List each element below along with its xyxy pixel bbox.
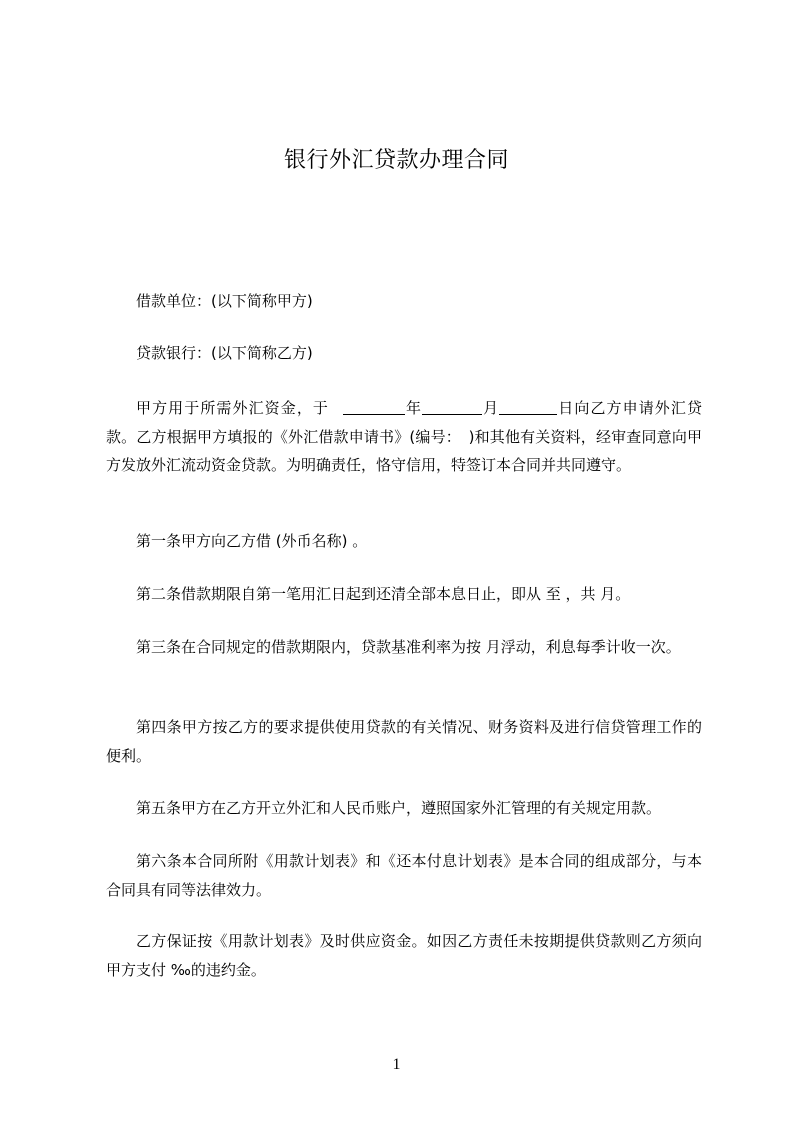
document-title: 银行外汇贷款办理合同	[283, 148, 509, 173]
lender-guarantee-paragraph: 乙方保证按《用款计划表》及时供应资金。如因乙方责任未按期提供贷款则乙方须向甲方支付 ‰的违约金。	[106, 932, 702, 979]
page-number: 1	[392, 1056, 401, 1073]
article-3: 第三条在合同规定的借款期限内，贷款基准利率为按 月浮动，利息每季计收一次。	[136, 638, 681, 656]
article-4: 第四条甲方按乙方的要求提供使用贷款的有关情况、财务资料及进行信贷管理工作的便利。	[106, 718, 702, 765]
article-2: 第二条借款期限自第一笔用汇日起到还清全部本息日止，即从 至 ，共 月。	[136, 585, 631, 603]
day-blank[interactable]	[499, 396, 557, 415]
intro-text-2: 日向乙方申请外汇贷款。乙方根据甲方填报的《外汇借款申请书》(编号： )和其他有关资料，经审查同意向甲方发放外汇流动资金贷款。为明确责任，恪守信用，特签订本合同并共同遵守。	[106, 399, 702, 474]
article-5: 第五条甲方在乙方开立外汇和人民币账户，遵照国家外汇管理的有关规定用款。	[136, 799, 662, 817]
intro-text-1: 甲方用于所需外汇资金，于	[136, 399, 335, 417]
year-label: 年	[404, 399, 423, 417]
borrower-line: 借款单位：(以下简称甲方)	[136, 292, 313, 310]
year-blank[interactable]	[343, 396, 405, 415]
article-6: 第六条本合同所附《用款计划表》和《还本付息计划表》是本合同的组成部分，与本合同具有同等法律效力。	[106, 852, 702, 899]
article-1: 第一条甲方向乙方借 (外币名称) 。	[136, 532, 368, 550]
lender-line: 贷款银行：(以下简称乙方)	[136, 344, 313, 362]
month-label: 月	[482, 399, 500, 417]
intro-paragraph	[106, 394, 702, 480]
month-blank[interactable]	[422, 396, 482, 415]
